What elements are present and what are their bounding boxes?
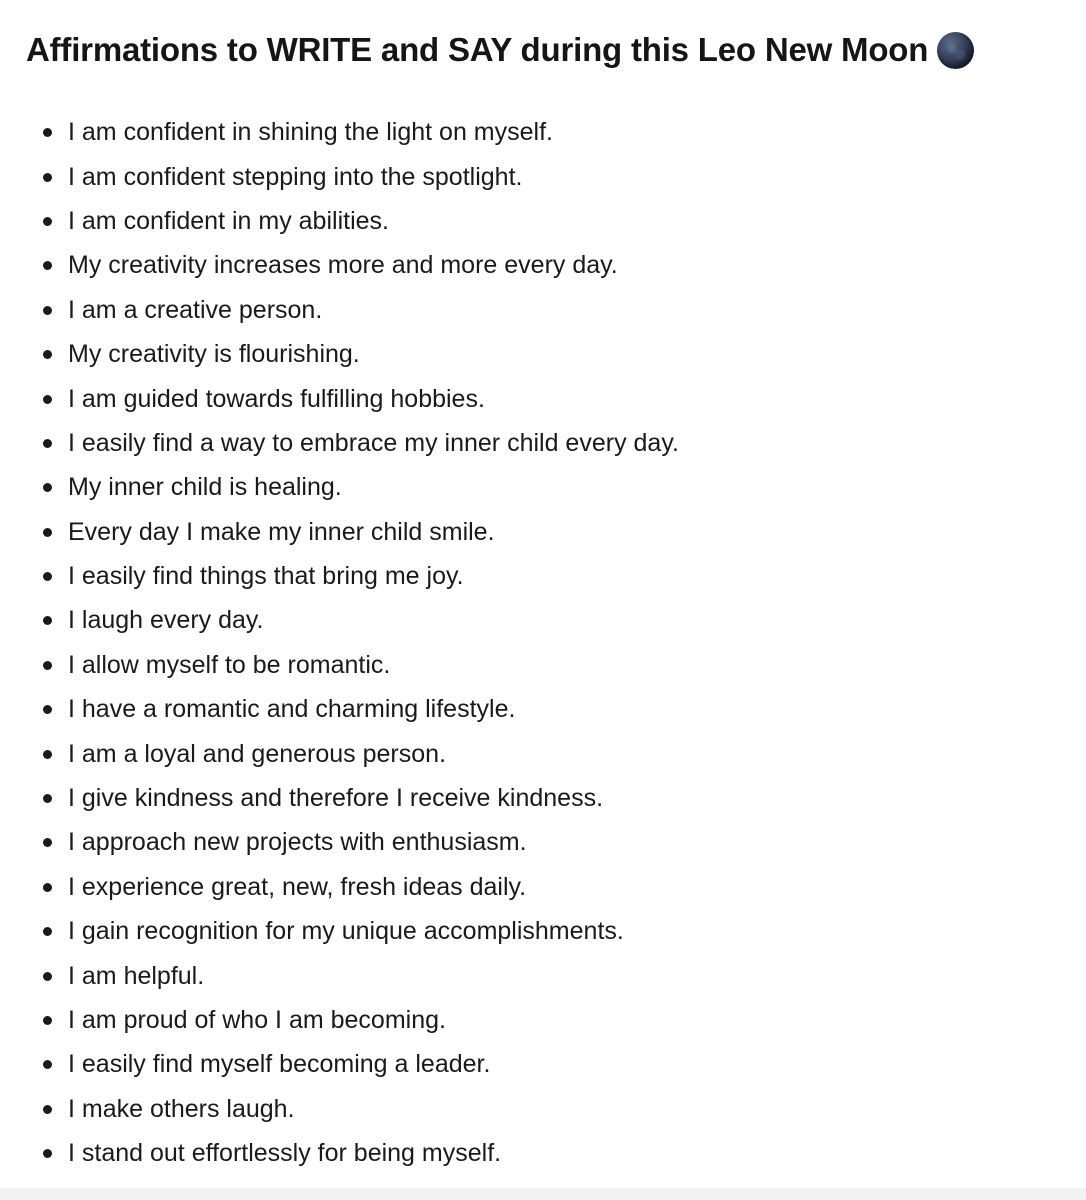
affirmation-text: My inner child is healing. — [68, 473, 342, 502]
list-item — [0, 110, 679, 154]
new-moon-icon — [937, 32, 974, 69]
affirmation-text: I allow myself to be romantic. — [68, 650, 391, 679]
affirmation-text: I easily find a way to embrace my inner child every day. — [68, 428, 679, 457]
list-item — [0, 598, 679, 642]
affirmation-text: I am proud of who I am becoming. — [68, 1006, 446, 1034]
affirmation-text: I easily find myself becoming a leader. — [68, 1050, 491, 1079]
list-item — [0, 909, 679, 953]
bullet-icon — [43, 1060, 52, 1069]
affirmation-text: I laugh every day. — [68, 606, 264, 635]
list-item — [0, 731, 679, 775]
list-item — [0, 421, 679, 465]
list-item — [0, 199, 679, 243]
affirmation-text: I am confident stepping into the spotlight. — [68, 162, 523, 191]
affirmation-text: I am guided towards fulfilling hobbies. — [68, 384, 485, 413]
bullet-icon — [43, 705, 52, 714]
affirmation-text: I am a loyal and generous person. — [68, 739, 447, 768]
affirmation-text: I am a creative person. — [68, 295, 323, 324]
bullet-icon — [43, 261, 52, 270]
affirmation-text: I am helpful. — [68, 961, 205, 990]
bullet-icon — [43, 173, 52, 182]
affirmation-text: I am confident in my abilities. — [68, 206, 389, 235]
bullet-icon — [43, 439, 52, 448]
bullet-icon — [43, 794, 52, 803]
bottom-divider — [0, 1188, 1086, 1200]
bullet-icon — [43, 927, 52, 936]
bullet-icon — [43, 750, 52, 759]
page-title: Affirmations to WRITE and SAY during this Leo New Moon — [26, 31, 929, 68]
bullet-icon — [43, 1105, 52, 1114]
list-item — [0, 865, 679, 909]
list-item — [0, 510, 679, 554]
bullet-icon — [43, 972, 52, 981]
affirmation-text: My creativity increases more and more every day. — [68, 251, 618, 280]
affirmation-text: I easily find things that bring me joy. — [68, 562, 464, 591]
bullet-icon — [43, 1016, 52, 1025]
list-item — [0, 776, 679, 820]
list-item — [0, 332, 679, 376]
bullet-icon — [43, 883, 52, 892]
list-item — [0, 465, 679, 509]
bullet-icon — [43, 306, 52, 315]
list-item — [0, 643, 679, 687]
bullet-icon — [43, 217, 52, 226]
bullet-icon — [43, 572, 52, 581]
bullet-icon — [43, 838, 52, 847]
list-item — [0, 1042, 679, 1086]
list-item — [0, 1087, 679, 1131]
list-item — [0, 687, 679, 731]
bullet-icon — [43, 395, 52, 404]
list-item — [0, 554, 679, 598]
affirmation-text: I stand out effortlessly for being myself. — [68, 1139, 502, 1168]
list-item — [0, 376, 679, 420]
affirmation-text: I have a romantic and charming lifestyle. — [68, 695, 516, 724]
affirmation-text: I make others laugh. — [68, 1094, 295, 1123]
list-item — [0, 243, 679, 287]
bullet-icon — [43, 1149, 52, 1158]
list-item — [0, 288, 679, 332]
bullet-icon — [43, 128, 52, 137]
bullet-icon — [43, 350, 52, 359]
bullet-icon — [43, 483, 52, 492]
affirmation-text: I experience great, new, fresh ideas daily. — [68, 872, 527, 901]
affirmation-text: I give kindness and therefore I receive kindness. — [68, 784, 604, 813]
affirmation-text: My creativity is flourishing. — [68, 340, 360, 369]
list-item — [0, 953, 679, 997]
affirmation-text: Every day I make my inner child smile. — [68, 517, 495, 546]
list-item — [0, 820, 679, 864]
affirmation-text: I approach new projects with enthusiasm. — [68, 828, 527, 857]
list-item — [0, 154, 679, 198]
bullet-icon — [43, 661, 52, 670]
bullet-icon — [43, 528, 52, 537]
list-item — [0, 998, 679, 1042]
title-row — [26, 28, 974, 72]
affirmation-list — [0, 110, 679, 1175]
bullet-icon — [43, 616, 52, 625]
list-item — [0, 1131, 679, 1175]
affirmation-text: I gain recognition for my unique accomplishments. — [68, 917, 624, 946]
affirmation-text: I am confident in shining the light on myself. — [68, 118, 553, 147]
